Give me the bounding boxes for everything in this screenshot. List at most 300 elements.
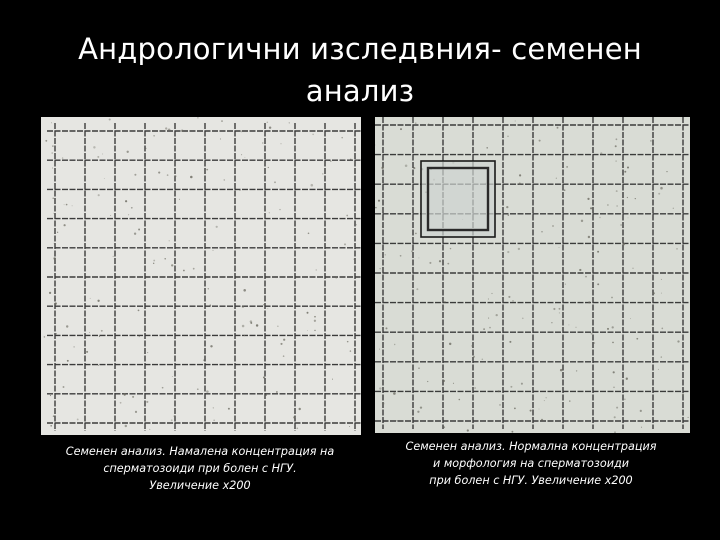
speck: [415, 233, 417, 235]
speck: [268, 167, 269, 168]
speck: [496, 314, 498, 316]
speck: [66, 204, 68, 206]
speck: [588, 236, 590, 238]
speck: [237, 393, 238, 394]
speck: [93, 146, 95, 148]
speck: [147, 352, 148, 353]
speck: [653, 292, 655, 294]
speck: [514, 408, 516, 410]
speck: [162, 387, 164, 389]
speck: [181, 129, 184, 132]
speck: [613, 387, 615, 389]
left-caption-line-1: Семенен анализ. Намалена концентрация на: [65, 445, 335, 458]
speck: [104, 178, 105, 179]
speck: [167, 174, 169, 176]
speck: [511, 431, 513, 433]
speck: [90, 298, 91, 299]
speck: [263, 304, 265, 306]
speck: [171, 264, 173, 266]
speck: [483, 328, 485, 330]
speck: [138, 229, 140, 231]
speck: [444, 301, 446, 303]
speck: [564, 189, 566, 191]
speck: [519, 183, 521, 185]
speck: [283, 339, 285, 341]
speck: [356, 224, 357, 225]
speck: [45, 140, 47, 142]
speck: [307, 312, 309, 314]
speck: [138, 310, 140, 312]
speck: [416, 288, 418, 290]
speck: [491, 293, 492, 294]
right-caption-line-2: и морфология на сперматозоиди: [433, 457, 629, 470]
speck: [114, 256, 115, 257]
speck: [279, 209, 280, 210]
speck: [568, 324, 569, 325]
speck: [576, 370, 577, 371]
speck: [566, 166, 568, 168]
speck: [506, 206, 508, 208]
speck: [607, 204, 609, 206]
speck: [109, 118, 111, 120]
speck: [429, 262, 431, 264]
speck: [488, 318, 489, 319]
speck: [611, 297, 613, 299]
slide-title: [0, 28, 720, 112]
speck: [559, 312, 560, 313]
speck: [557, 127, 559, 129]
speck: [591, 333, 593, 335]
speck: [63, 386, 65, 388]
speck: [400, 128, 402, 130]
speck: [615, 145, 617, 147]
speck: [314, 320, 316, 322]
speck: [658, 369, 659, 370]
speck: [471, 345, 473, 347]
speck: [597, 283, 599, 285]
speck: [228, 364, 230, 366]
speck: [267, 308, 268, 309]
speck: [54, 243, 55, 244]
speck: [641, 427, 642, 428]
speck: [593, 342, 595, 344]
speck: [443, 426, 445, 428]
speck: [241, 154, 242, 155]
speck: [382, 402, 385, 405]
speck: [413, 167, 415, 169]
speck: [502, 226, 503, 227]
speck: [661, 328, 663, 330]
speck: [614, 416, 616, 418]
speck: [521, 383, 523, 385]
speck: [428, 123, 429, 124]
speck: [208, 288, 209, 289]
speck: [172, 376, 173, 377]
speck: [335, 277, 337, 279]
speck: [415, 123, 416, 124]
speck: [614, 431, 615, 432]
speck: [447, 263, 449, 265]
speck: [380, 268, 381, 269]
speck: [420, 406, 422, 408]
right-counting-chamber-image: [375, 117, 690, 433]
speck: [626, 378, 628, 380]
speck: [443, 380, 445, 382]
speck: [482, 358, 484, 360]
speck: [427, 381, 428, 382]
speck: [453, 383, 454, 384]
speck: [267, 122, 268, 123]
speck: [294, 131, 295, 132]
speck: [510, 386, 512, 388]
left-caption-line-2: сперматозоиди при болен с НГУ.: [103, 462, 297, 475]
speck: [51, 152, 53, 154]
speck: [541, 419, 543, 421]
speck: [599, 217, 600, 218]
speck: [474, 387, 476, 389]
speck: [652, 324, 653, 325]
speck: [125, 200, 127, 202]
speck: [244, 335, 245, 336]
left-micrograph: [41, 117, 361, 435]
speck: [101, 330, 103, 332]
speck: [250, 320, 252, 322]
speck: [346, 215, 348, 217]
speck: [632, 268, 633, 269]
speck: [507, 251, 509, 253]
speck: [396, 420, 397, 421]
speck: [153, 135, 155, 137]
speck: [688, 417, 689, 418]
speck: [97, 300, 99, 302]
speck: [382, 226, 383, 227]
speck: [62, 157, 63, 158]
speck: [168, 129, 171, 132]
speck: [262, 142, 263, 143]
left-counting-chamber-image: [41, 117, 361, 435]
speck: [450, 248, 451, 249]
speck: [220, 138, 221, 139]
speck: [673, 208, 674, 209]
speck: [293, 416, 295, 418]
speck: [135, 411, 137, 413]
speck: [378, 200, 380, 202]
highlighted-grid-square: [421, 161, 495, 237]
speck: [386, 327, 388, 329]
speck: [190, 176, 193, 179]
speck: [244, 157, 245, 158]
speck: [277, 326, 278, 327]
speck: [256, 324, 258, 326]
speck: [99, 336, 100, 337]
left-caption-line-3: Увеличение х200: [149, 479, 251, 492]
speck: [165, 127, 167, 129]
speck: [682, 393, 684, 395]
speck: [228, 408, 230, 410]
speck: [489, 327, 491, 329]
speck: [499, 404, 501, 406]
speck: [158, 172, 160, 174]
speck: [316, 269, 317, 270]
speck: [330, 160, 331, 161]
speck: [289, 122, 290, 123]
speck: [283, 355, 285, 357]
speck: [149, 429, 150, 430]
speck: [417, 411, 419, 413]
speck: [265, 394, 267, 396]
speck: [325, 409, 326, 410]
speck: [519, 174, 521, 176]
speck: [53, 257, 56, 260]
speck: [661, 293, 662, 294]
speck: [179, 199, 180, 200]
speck: [576, 327, 577, 328]
speck: [350, 350, 351, 351]
speck: [418, 368, 419, 369]
speck: [635, 198, 636, 199]
speck: [569, 400, 570, 401]
speck: [541, 231, 542, 232]
speck: [134, 233, 136, 235]
speck: [607, 328, 609, 330]
speck: [269, 126, 271, 128]
speck: [375, 207, 377, 209]
speck: [508, 215, 509, 216]
speck: [280, 343, 282, 345]
speck: [379, 387, 381, 389]
speck: [193, 268, 195, 270]
speck: [574, 153, 576, 155]
right-caption-line-3: при болен с НГУ. Увеличение х200: [429, 474, 633, 487]
speck: [551, 322, 552, 323]
speck: [67, 360, 69, 362]
speck: [350, 159, 351, 160]
speck: [347, 341, 349, 343]
speck: [66, 325, 68, 327]
speck: [590, 207, 592, 209]
speck: [281, 143, 282, 144]
speck: [546, 397, 547, 398]
speck: [221, 120, 223, 122]
speck: [311, 184, 314, 187]
speck: [213, 250, 214, 251]
speck: [214, 420, 215, 421]
right-caption-line-1: Семенен анализ. Нормална концентрация: [405, 440, 657, 453]
speck: [110, 215, 111, 216]
speck: [52, 145, 53, 146]
speck: [661, 279, 662, 280]
speck: [559, 247, 560, 248]
speck: [164, 258, 166, 260]
speck: [658, 193, 660, 195]
highlight-fill: [421, 161, 495, 237]
speck: [242, 306, 244, 308]
speck: [210, 345, 212, 347]
speck: [120, 402, 122, 404]
speck: [677, 340, 679, 342]
speck: [400, 255, 402, 257]
speck: [627, 167, 629, 169]
speck: [585, 276, 587, 278]
speck: [242, 325, 245, 328]
speck: [64, 204, 65, 205]
speck: [556, 178, 557, 179]
speck: [636, 338, 638, 340]
speck: [123, 393, 125, 395]
speck: [216, 226, 218, 228]
speck: [308, 233, 310, 235]
speck: [98, 194, 100, 196]
speck: [134, 174, 136, 176]
speck: [276, 391, 278, 393]
speck: [552, 225, 554, 227]
speck: [57, 232, 58, 233]
speck: [73, 346, 74, 347]
speck: [530, 410, 532, 412]
speck: [581, 220, 583, 222]
speck: [78, 159, 80, 161]
speck: [145, 148, 146, 149]
speck: [314, 330, 315, 331]
speck: [553, 308, 555, 310]
speck: [52, 168, 53, 169]
speck: [385, 254, 386, 255]
speck: [612, 342, 614, 344]
speck: [676, 248, 677, 249]
right-micrograph: [375, 117, 690, 433]
speck: [666, 171, 667, 172]
speck: [53, 213, 54, 214]
speck: [627, 197, 628, 198]
speck: [458, 242, 459, 243]
speck: [616, 407, 618, 409]
speck: [640, 410, 642, 412]
speck: [650, 140, 652, 142]
speck: [64, 224, 66, 226]
speck: [296, 427, 298, 429]
speck: [615, 160, 616, 161]
speck: [102, 154, 103, 155]
speck: [439, 260, 441, 262]
speck: [512, 300, 513, 301]
speck: [56, 333, 57, 334]
speck: [210, 304, 211, 305]
speck: [588, 301, 590, 303]
speck: [449, 343, 451, 345]
image-background: [41, 117, 361, 435]
speck: [86, 351, 88, 353]
speck: [612, 326, 614, 328]
speck: [224, 179, 225, 180]
speck: [98, 365, 99, 366]
speck: [97, 156, 99, 158]
speck: [240, 130, 242, 132]
speck: [322, 173, 323, 174]
speck: [153, 260, 155, 262]
speck: [587, 198, 589, 200]
speck: [49, 292, 51, 294]
speck: [597, 251, 599, 253]
speck: [312, 134, 313, 135]
speck: [175, 175, 177, 177]
speck: [269, 212, 270, 213]
speck: [354, 291, 356, 293]
speck: [624, 171, 626, 173]
speck: [173, 415, 175, 417]
speck: [560, 369, 563, 372]
speck: [467, 429, 469, 431]
speck: [53, 415, 55, 417]
speck: [539, 140, 541, 142]
speck: [486, 147, 487, 148]
speck: [522, 317, 524, 319]
speck: [616, 205, 617, 206]
speck: [600, 152, 602, 154]
right-caption: [372, 438, 690, 489]
speck: [624, 399, 625, 400]
speck: [393, 392, 396, 395]
speck: [518, 248, 520, 250]
speck: [565, 284, 566, 285]
speck: [113, 256, 114, 257]
speck: [54, 302, 56, 304]
speck: [197, 117, 199, 119]
speck: [405, 164, 408, 167]
speck: [473, 356, 475, 358]
speck: [507, 136, 509, 138]
speck: [509, 341, 511, 343]
speck: [239, 190, 240, 191]
speck: [379, 349, 380, 350]
speck: [299, 408, 301, 410]
slide-title-line-1: Андрологични изследвния- семенен: [78, 32, 642, 66]
speck: [169, 240, 170, 241]
speck: [661, 356, 662, 357]
speck: [127, 151, 129, 153]
speck: [508, 296, 510, 298]
speck: [354, 258, 356, 260]
speck: [418, 257, 419, 258]
speck: [660, 187, 663, 190]
speck: [498, 390, 500, 392]
speck: [458, 399, 460, 401]
speck: [628, 218, 629, 219]
speck: [559, 308, 561, 310]
speck: [77, 418, 79, 420]
speck: [213, 407, 214, 408]
speck: [539, 409, 540, 410]
speck: [579, 269, 581, 271]
speck: [125, 425, 127, 427]
left-caption: [30, 443, 370, 494]
speck: [146, 401, 148, 403]
speck: [341, 137, 343, 139]
speck: [349, 426, 350, 427]
speck: [616, 138, 618, 140]
speck: [381, 167, 383, 169]
speck: [131, 207, 133, 209]
speck: [411, 250, 413, 252]
speck: [51, 122, 52, 123]
speck: [132, 396, 134, 398]
speck: [55, 288, 56, 289]
speck: [197, 388, 199, 390]
speck: [488, 298, 489, 299]
speck: [307, 330, 308, 331]
speck: [620, 224, 622, 226]
speck: [616, 190, 618, 192]
speck: [52, 197, 53, 198]
